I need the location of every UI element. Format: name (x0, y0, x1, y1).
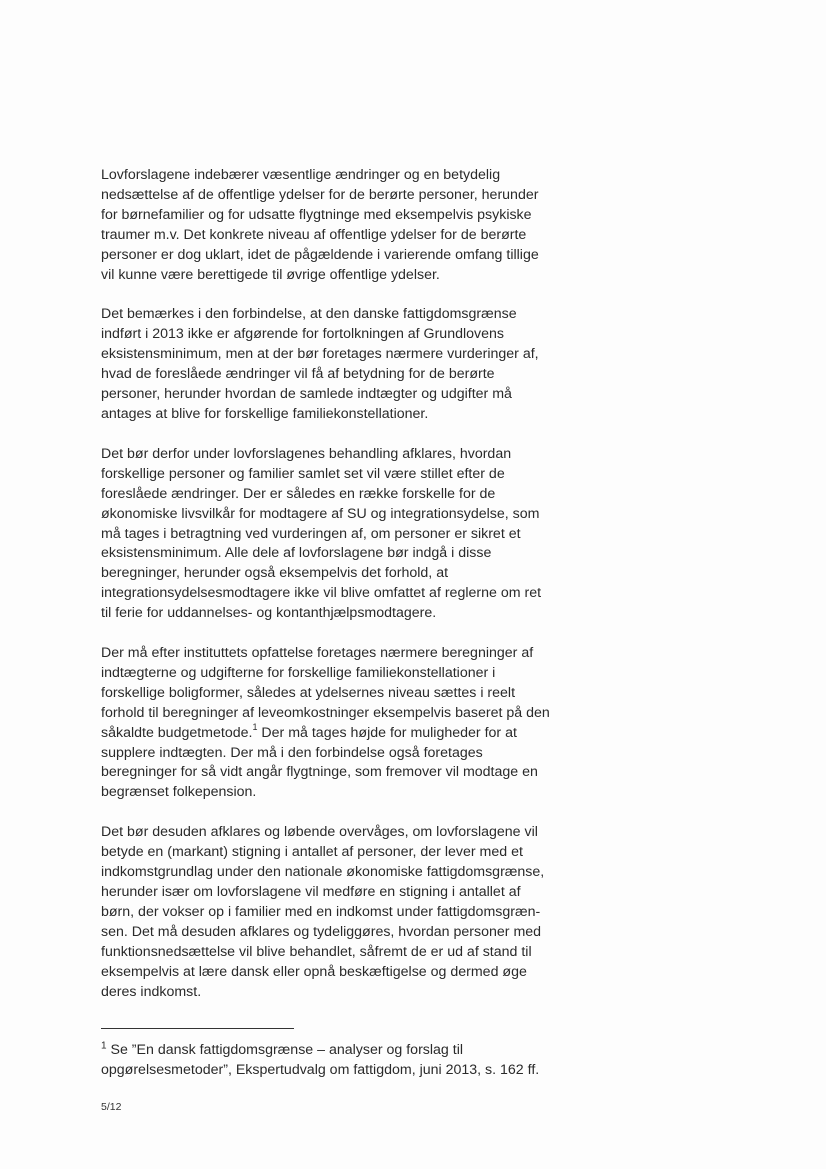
footnote-divider (101, 1028, 294, 1029)
text-line: personer, herunder hvordan de samlede indtægter og udgifter må (101, 386, 512, 403)
text-line: forskellige personer og familier samlet set vil være stillet efter de (101, 465, 505, 482)
text-line: personer er dog uklart, idet de pågældende i varierende omfang tillige (101, 246, 539, 263)
text-line: må tages i betragtning ved vurderingen af, om personer er sikret et (101, 525, 521, 542)
text-fragment: såkaldte budgetmetode. (101, 724, 253, 741)
text-fragment: Der må tages højde for muligheder for at (257, 724, 517, 741)
text-line: Lovforslagene indebærer væsentlige ændringer og en betydelig (101, 167, 501, 183)
paragraph-2 (101, 305, 581, 424)
text-line: hvad de foreslåede ændringer vil få af betydning for de berørte (101, 366, 495, 383)
text-line: økonomiske livsvilkår for modtagere af SU og integrationsydelse, som (101, 505, 540, 522)
text-line: for børnefamilier og for udsatte flygtninge med eksempelvis psykiske (101, 206, 532, 223)
text-line: deres indkomst. (101, 983, 202, 1000)
text-line: børn, der vokser op i familier med en indkomst under fattigdomsgræn- (101, 903, 541, 920)
text-line: forhold til beregninger af leveomkostninger eksempelvis baseret på den (101, 704, 550, 721)
text-line: betyde en (markant) stigning i antallet af personer, der lever med et (101, 844, 523, 861)
text-line: Det bør desuden afklares og løbende overvåges, om lovforslagene vil (101, 824, 538, 841)
text-line: funktionsnedsættelse vil blive behandlet, såfremt de er ud af stand til (101, 943, 532, 960)
paragraph-3 (101, 445, 581, 624)
text-line: Det bemærkes i den forbindelse, at den danske fattigdomsgrænse (101, 306, 517, 323)
text-line: beregninger, herunder også eksempelvis det forhold, at (101, 565, 449, 582)
text-line: sen. Det må desuden afklares og tydeliggøres, hvordan personer med (101, 923, 542, 940)
paragraph-1 (101, 166, 581, 285)
page-number: 5/12 (101, 1101, 122, 1113)
footnote-line: opgørelsesmetoder”, Ekspertudvalg om fattigdom, juni 2013, s. 162 ff. (101, 1061, 540, 1078)
text-line: Det bør derfor under lovforslagenes behandling afklares, hvordan (101, 445, 512, 462)
footnote-line (101, 1041, 581, 1061)
footnote (101, 1041, 581, 1081)
text-line: supplere indtægten. Der må i den forbindelse også foretages (101, 744, 483, 761)
text-line: eksempelvis at lære dansk eller opnå beskæftigelse og dermed øge (101, 963, 527, 980)
footnote-text: Se ”En dansk fattigdomsgrænse – analyser og forslag til (106, 1042, 464, 1058)
text-line: vil kunne være berettigede til øvrige offentlige ydelser. (101, 266, 440, 283)
text-line: indført i 2013 ikke er afgørende for fortolkningen af Grundlovens (101, 326, 504, 343)
text-line: indkomstgrundlag under den nationale økonomiske fattigdomsgrænse, (101, 864, 545, 881)
text-line: eksistensminimum. Alle dele af lovforslagene bør indgå i disse (101, 545, 492, 562)
text-line: til ferie for uddannelses- og kontanthjælpsmodtagere. (101, 605, 437, 622)
text-line: antages at blive for forskellige familiekonstellationer. (101, 405, 429, 422)
text-line: herunder især om lovforslagene vil medføre en stigning i antallet af (101, 884, 521, 900)
text-line: beregninger for så vidt angår flygtninge, som fremover vil modtage en (101, 764, 538, 781)
text-line-with-footnote (101, 721, 581, 744)
text-line: Der må efter instituttets opfattelse foretages nærmere beregninger af (101, 645, 534, 662)
footnote-marker: 1 (101, 1040, 107, 1052)
footnote-reference[interactable]: 1 (252, 721, 258, 732)
text-line: indtægterne og udgifterne for forskellige familiekonstellationer i (101, 664, 496, 681)
paragraph-5 (101, 823, 581, 1002)
body-text (101, 166, 581, 1022)
text-line: traumer m.v. Det konkrete niveau af offentlige ydelser for de berørte (101, 226, 527, 243)
paragraph-4 (101, 644, 581, 803)
text-line: eksistensminimum, men at der bør foretages nærmere vurderinger af, (101, 346, 539, 363)
text-line: foreslåede ændringer. Der er således en række forskelle for de (101, 485, 496, 502)
text-line: begrænset folkepension. (101, 784, 257, 801)
text-line: nedsættelse af de offentlige ydelser for de berørte personer, herunder (101, 186, 539, 203)
text-line: integrationsydelsesmodtagere ikke vil blive omfattet af reglerne om ret (101, 585, 542, 602)
text-line: forskellige boligformer, således at ydelsernes niveau sættes i reelt (101, 684, 516, 701)
